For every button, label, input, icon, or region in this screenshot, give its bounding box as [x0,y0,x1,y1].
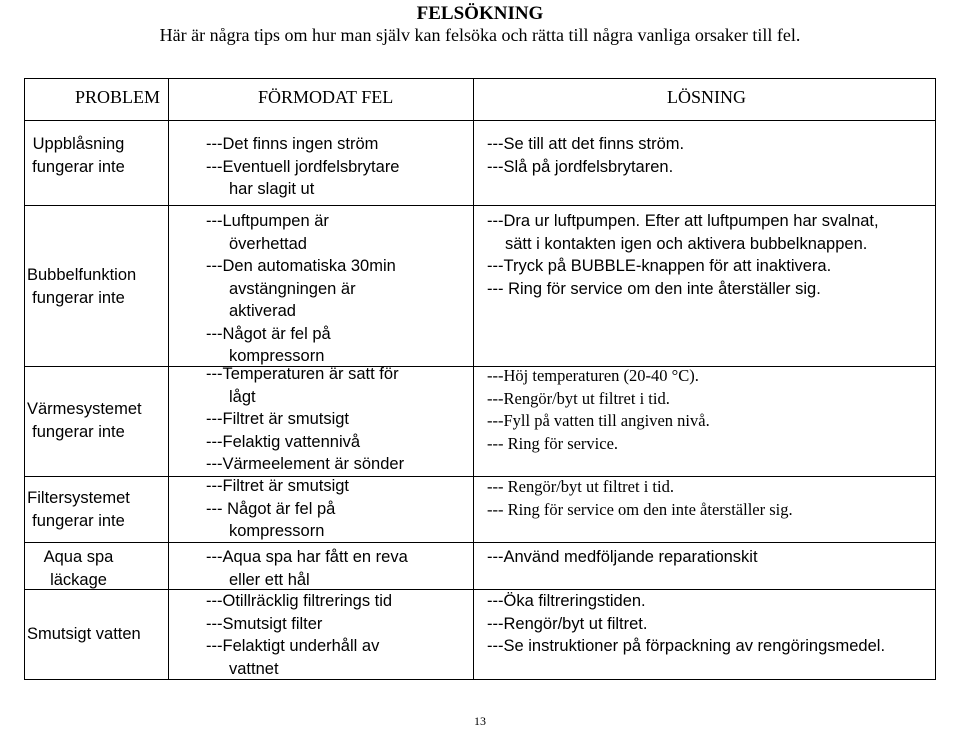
cause-line: kompressorn [229,522,325,540]
document-title: FELSÖKNING [416,3,544,24]
solution-line: sätt i kontakten igen och aktivera bubbelknappen. [505,234,868,253]
cause-line: ---Något är fel på [206,324,331,343]
cause-line: ---Eventuell jordfelsbrytare [206,157,400,176]
problem-line: fungerar inte [32,422,125,441]
problem-line: Filtersystemet [27,489,130,507]
row-1-cause [206,133,458,201]
cause-line: ---Felaktig vattennivå [206,432,361,451]
row-3-solution [487,365,937,455]
cause-line: --- Något är fel på [206,499,336,518]
row-3-problem [27,398,142,443]
row-2-solution [487,210,937,300]
solution-line: ---Tryck på BUBBLE-knappen för att inaktivera. [487,257,832,275]
cause-line: ---Smutsigt filter [206,614,323,633]
cause-line: lågt [229,387,256,406]
column-header-solution: LÖSNING [667,87,746,107]
cause-line: ---Den automatiska 30min [206,257,396,275]
problem-line: fungerar inte [32,288,125,307]
column-header-cause: FÖRMODAT FEL [258,87,394,107]
cause-line: ---Felaktigt underhåll av [206,637,380,655]
problem-line: Aqua spa [43,548,114,566]
solution-line: ---Fyll på vatten till angiven nivå. [487,411,710,430]
row-6-problem [27,623,141,646]
row-1-solution [487,133,937,178]
cause-line: kompressorn [229,347,325,365]
cause-line: aktiverad [229,302,296,320]
cause-line: ---Luftpumpen är [206,212,329,230]
row-5-problem [27,546,130,591]
solution-line: --- Ring för service. [487,433,619,453]
cause-line: ---Det finns ingen ström [206,135,379,153]
problem-line: läckage [50,570,107,589]
row-2-cause [206,210,458,368]
document-subtitle: Här är några tips om hur man själv kan felsöka och rätta till några vanliga orsaker till fel. [159,25,801,45]
solution-line: ---Använd medföljande reparationskit [487,548,758,566]
row-3-cause [206,363,458,476]
row-1-problem [27,133,130,178]
problem-line: Bubbelfunktion [27,266,137,284]
problem-line: Smutsigt vatten [27,625,141,643]
solution-line: ---Öka filtreringstiden. [487,592,646,610]
row-4-problem [27,487,130,532]
column-header-problem: PROBLEM [75,87,161,107]
solution-line: ---Höj temperaturen (20-40 °C). [487,366,699,385]
problem-line: fungerar inte [32,511,125,530]
solution-line: ---Dra ur luftpumpen. Efter att luftpumpen har svalnat, [487,212,879,230]
cause-line: eller ett hål [229,570,310,589]
row-4-solution [487,476,937,521]
solution-line: ---Se till att det finns ström. [487,135,685,153]
solution-line: ---Rengör/byt ut filtret. [487,614,648,633]
cause-line: ---Aqua spa har fått en reva [206,548,408,566]
row-5-solution [487,546,937,569]
cause-line: ---Filtret är smutsigt [206,410,350,428]
problem-line: Uppblåsning [32,135,125,153]
row-6-solution [487,590,937,658]
row-2-problem [27,264,137,309]
row-4-cause [206,475,458,543]
solution-line: ---Se instruktioner på förpackning av rengöringsmedel. [487,637,886,655]
cause-line: avstängningen är [229,279,356,298]
cause-line: ---Otillräcklig filtrerings tid [206,592,393,610]
solution-line: ---Rengör/byt ut filtret i tid. [487,388,670,408]
solution-line: --- Rengör/byt ut filtret i tid. [487,477,674,496]
cause-line: ---Filtret är smutsigt [206,477,350,495]
page-number: 13 [474,714,486,728]
solution-line: ---Slå på jordfelsbrytaren. [487,157,674,176]
solution-line: --- Ring för service om den inte återställer sig. [487,499,793,519]
solution-line: --- Ring för service om den inte återställer sig. [487,279,821,298]
problem-line: Värmesystemet [27,400,142,418]
cause-line: ---Värmeelement är sönder [206,455,405,473]
row-6-cause [206,590,458,680]
cause-line: vattnet [229,659,279,678]
cause-line: har slagit ut [229,180,315,198]
cause-line: överhettad [229,234,307,253]
cause-line: ---Temperaturen är satt för [206,365,399,383]
problem-line: fungerar inte [32,157,125,176]
row-5-cause [206,546,458,591]
